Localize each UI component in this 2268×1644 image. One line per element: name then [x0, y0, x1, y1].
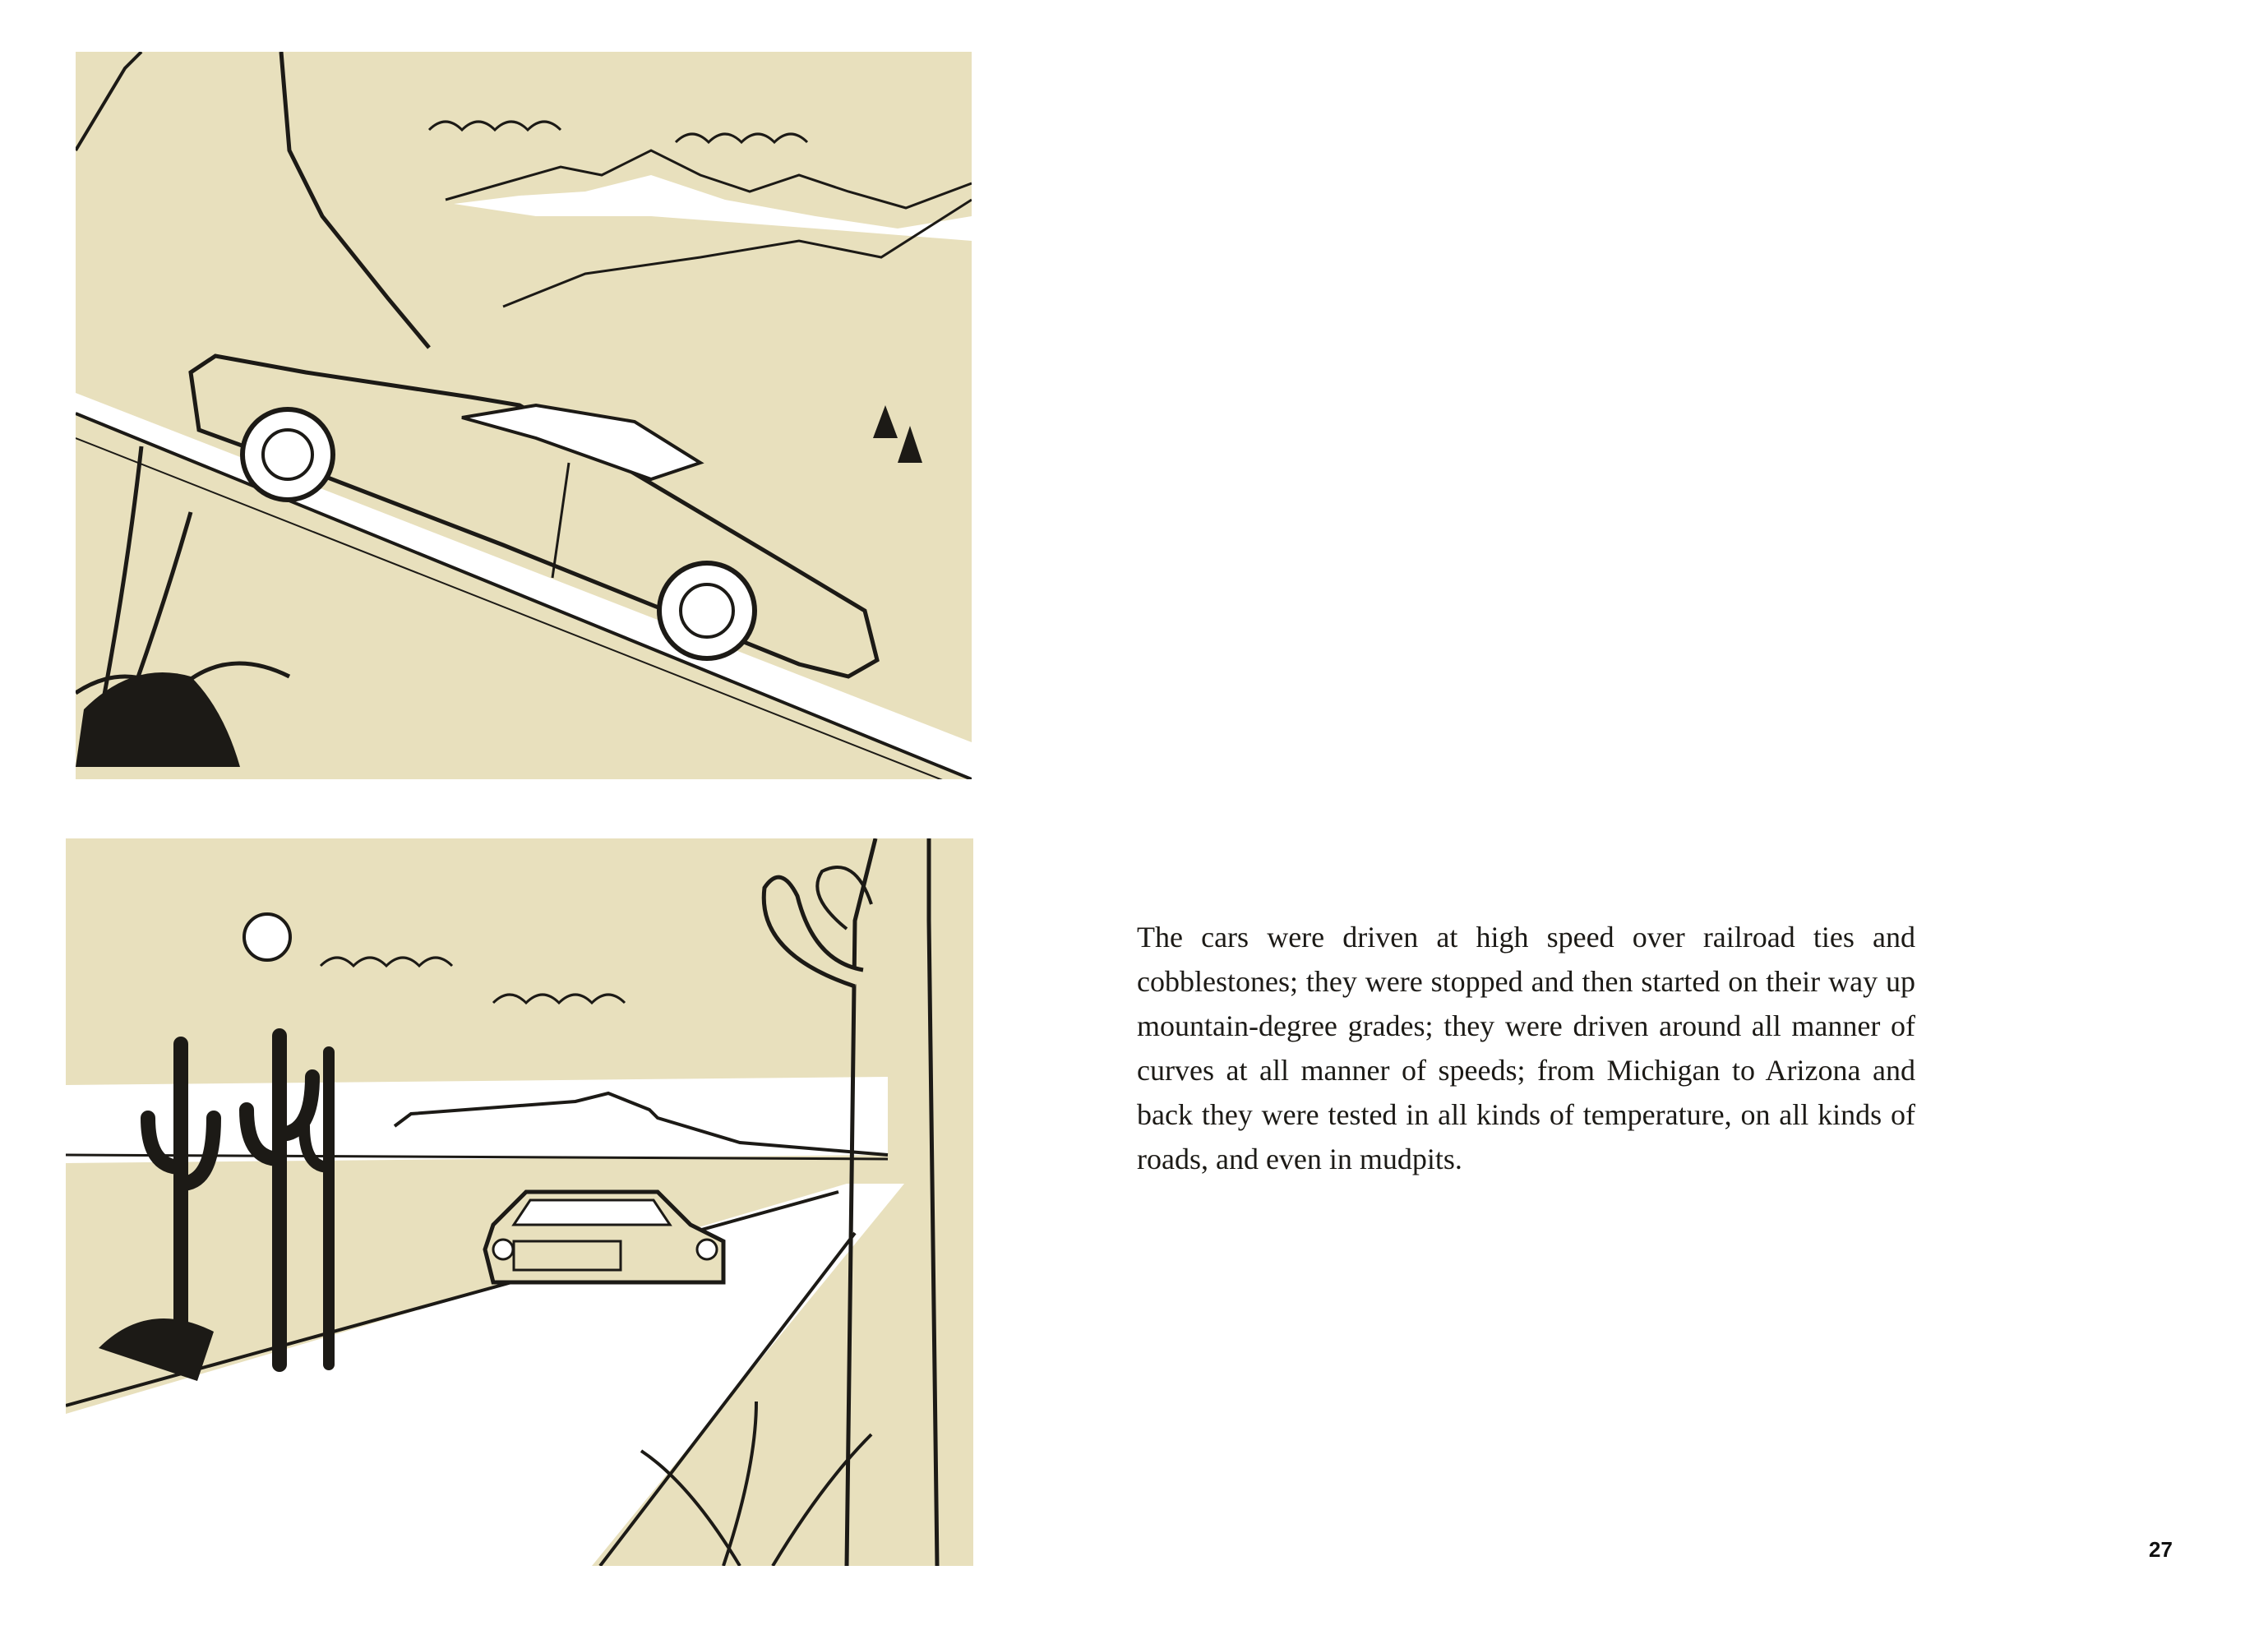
- car-climbing-mountain-illustration: [76, 52, 972, 779]
- body-paragraph: The cars were driven at high speed over railroad ties and cobblestones; they were stopped and then started on their way up mountain-degree grades; they were driven around all manner of curves at all manner of speeds; from Michigan to Arizona and back they were tested in all kinds of temperature, on all kinds of roads, and even in mudpits.: [1137, 921, 1915, 1175]
- car-desert-road-cactus-illustration: [66, 838, 973, 1566]
- page-number: 27: [2149, 1537, 2173, 1562]
